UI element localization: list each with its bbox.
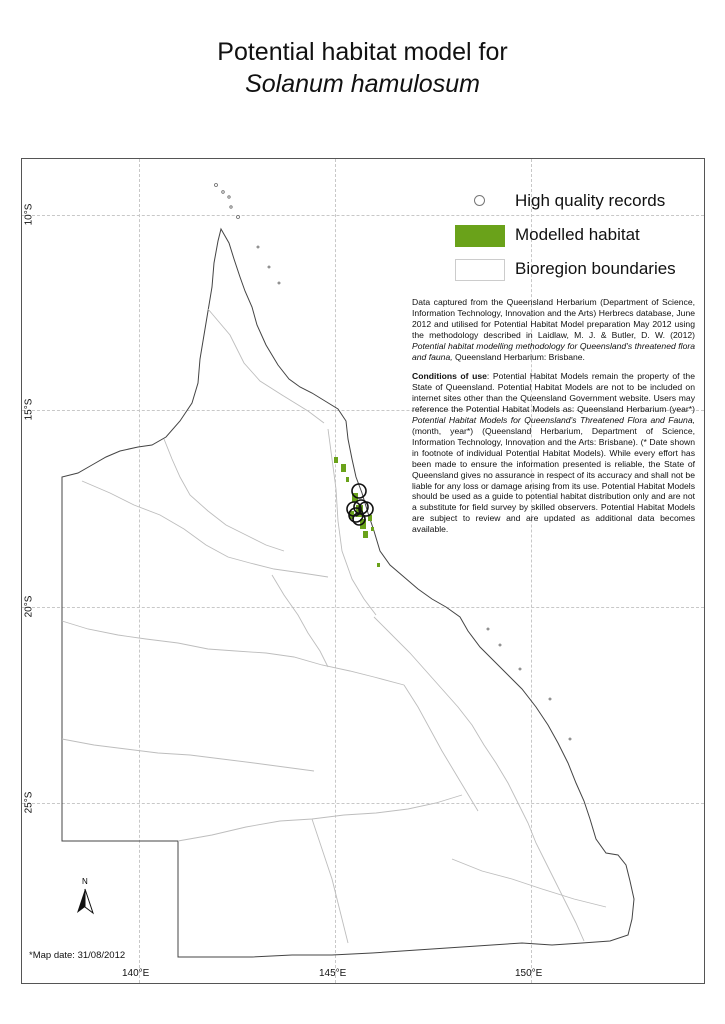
habitat-swatch-icon bbox=[455, 225, 505, 247]
map-date: *Map date: 31/08/2012 bbox=[29, 950, 126, 961]
data-notes bbox=[412, 297, 695, 544]
lon-label-150e: 150°E bbox=[515, 968, 543, 979]
lat-label-15s: 15°S bbox=[23, 398, 35, 421]
legend-records-label: High quality records bbox=[515, 191, 666, 210]
data-source-paragraph: Data captured from the Queensland Herbarium (Department of Science, Information Technology, Innovation and the Arts) Herbrecs database, June 2012 and utilised for Potential Habitat Model preparation May 2012 using the methodology described in Laidlaw, M. J. & Butler, D. W. (2012) Potential habitat modelling methodology for Queensland's threatened flora and fauna, Queensland Herbarium: Brisbane. bbox=[412, 297, 695, 362]
map-frame bbox=[21, 158, 705, 984]
conditions-paragraph: Conditions of use: Potential Habitat Models remain the property of the State of Queensland. Potential Habitat Models are not to be included on internet sites other than the Queensland Government website. Users may reference the Potential Habitat Models as: Queensland Herbarium (year*) Potential Habitat Models for Queensland's Threatened Flora and Fauna, (month, year*) (Queensland Herbarium, Department of Science, Information Technology, Innovation and the Arts: Brisbane). (* Date shown in footnote of individual Potential Habitat Models). While every effort has been made to ensure the information presented is reliable, the State of Queensland gives no assurance in respect of its accuracy and shall not be liable for any loss or damage arising from its use. Potential Habitat Models should be used as a guide to potential habitat distribution only and are not a substitute for field survey by skilled observers. Potential Habitat Models are subject to review and are updated as additional data becomes available. bbox=[412, 371, 695, 535]
legend-bioregions-label: Bioregion boundaries bbox=[515, 259, 676, 278]
north-label: N bbox=[82, 877, 88, 886]
queensland-map bbox=[22, 159, 706, 985]
map-title-species: Solanum hamulosum bbox=[245, 70, 480, 98]
record-circle-icon bbox=[474, 195, 485, 206]
bioregion-swatch-icon bbox=[455, 259, 505, 281]
lat-label-25s: 25°S bbox=[23, 791, 35, 814]
north-arrow-icon bbox=[75, 875, 95, 921]
legend-habitat-label: Modelled habitat bbox=[515, 225, 640, 244]
lon-label-145e: 145°E bbox=[319, 968, 347, 979]
lat-label-10s: 10°S bbox=[23, 203, 35, 226]
lon-label-140e: 140°E bbox=[122, 968, 150, 979]
map-title-line1: Potential habitat model for bbox=[217, 38, 508, 66]
lat-label-20s: 20°S bbox=[23, 595, 35, 618]
